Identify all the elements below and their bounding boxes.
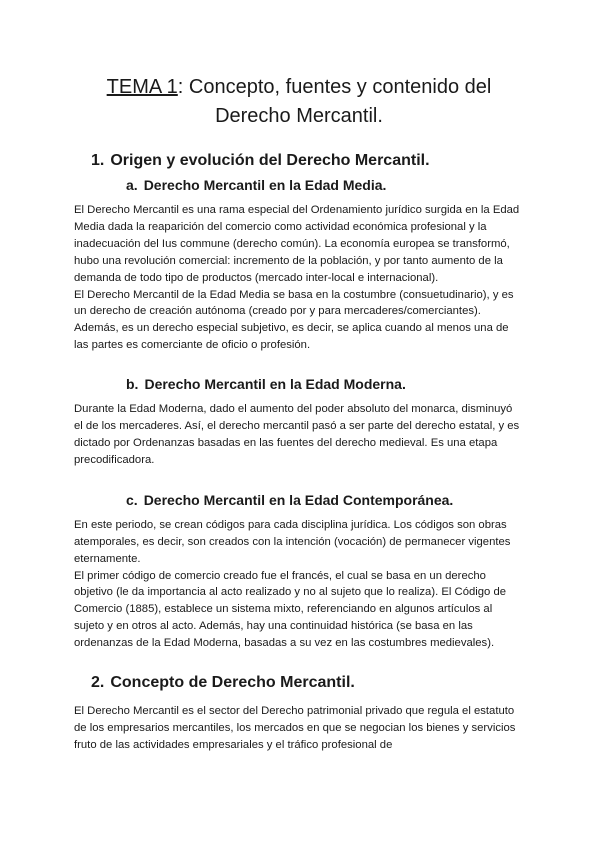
subsection-heading-1c (74, 491, 524, 509)
section-title: Concepto de Derecho Mercantil. (110, 674, 355, 692)
subsection-title: Derecho Mercantil en la Edad Contemporánea. (143, 491, 454, 508)
subsection-body-1c (74, 517, 524, 652)
paragraph: El Derecho Mercantil es el sector del Derecho patrimonial privado que regula el estatuto de los empresarios mercantiles, los mercados en que se negocian los bienes y servicios fruto de las actividades empresariales y el tráfico profesional de (74, 705, 516, 751)
subsection-body-1b (74, 401, 524, 469)
section-number: 2. (91, 674, 105, 692)
section-heading-2 (74, 673, 524, 693)
section-title: Origen y evolución del Derecho Mercantil. (110, 152, 430, 169)
subsection-letter: a. (126, 177, 138, 193)
subsection-letter: c. (126, 491, 138, 508)
section-number: 1. (91, 152, 105, 169)
paragraph: El Derecho Mercantil de la Edad Media se basa en la costumbre (consuetudinario), y es un derecho de creación autónoma (creado por y para mercaderes/comerciantes). Además, es un derecho especial subjetivo, es decir, se aplica cuando al menos una de las partes es comerciante de oficio o profesión. (74, 288, 514, 352)
paragraph: El Derecho Mercantil es una rama especial del Ordenamiento jurídico surgida en la Edad Media dada la reaparición del comercio como actividad económica profesional y la inadecuación del Ius commune (derecho común). La economía europea se transformó, hubo una revolución comercial: incremento de la población, y por tanto aumento de la demanda de todo tipo de productos (mercado inter-local e internacional). (74, 204, 520, 284)
subsection-heading-1b (74, 375, 524, 393)
subsection-letter: b. (126, 376, 139, 393)
subsection-title: Derecho Mercantil en la Edad Moderna. (144, 376, 406, 393)
subsection-title: Derecho Mercantil en la Edad Media. (143, 177, 387, 193)
section-heading-1 (74, 151, 524, 171)
title-topic-label: TEMA 1 (106, 76, 178, 98)
title-text: : Concepto, fuentes y contenido del Derecho Mercantil. (177, 76, 492, 127)
subsection-heading-1a (74, 176, 524, 194)
paragraph: Durante la Edad Moderna, dado el aumento del poder absoluto del monarca, disminuyó el de los mercaderes. Así, el derecho mercantil pasó a ser parte del derecho estatal, y es dictado por Ordenanzas basadas en las fuentes del derecho medieval. Es una etapa precodificadora. (74, 403, 520, 466)
paragraph: El primer código de comercio creado fue el francés, el cual se basa en un derecho objetivo (le da importancia al acto realizado y no al sujeto que lo realiza). El Código de Comercio (1885), establece un sistema mixto, referenciando en algunos artículos al sujeto y en otros al acto. Además, hay una continuidad histórica (se basa en las ordenanzas de la Edad Moderna, basadas a su vez en las costumbres medievales). (74, 569, 507, 650)
paragraph: En este periodo, se crean códigos para cada disciplina jurídica. Los códigos son obras atemporales, es decir, son creados con la intención (vocación) de permanecer vigentes eternamente. (74, 518, 511, 565)
subsection-body-1a (74, 202, 524, 354)
document-title (74, 0, 524, 131)
section-body-2 (74, 703, 524, 754)
